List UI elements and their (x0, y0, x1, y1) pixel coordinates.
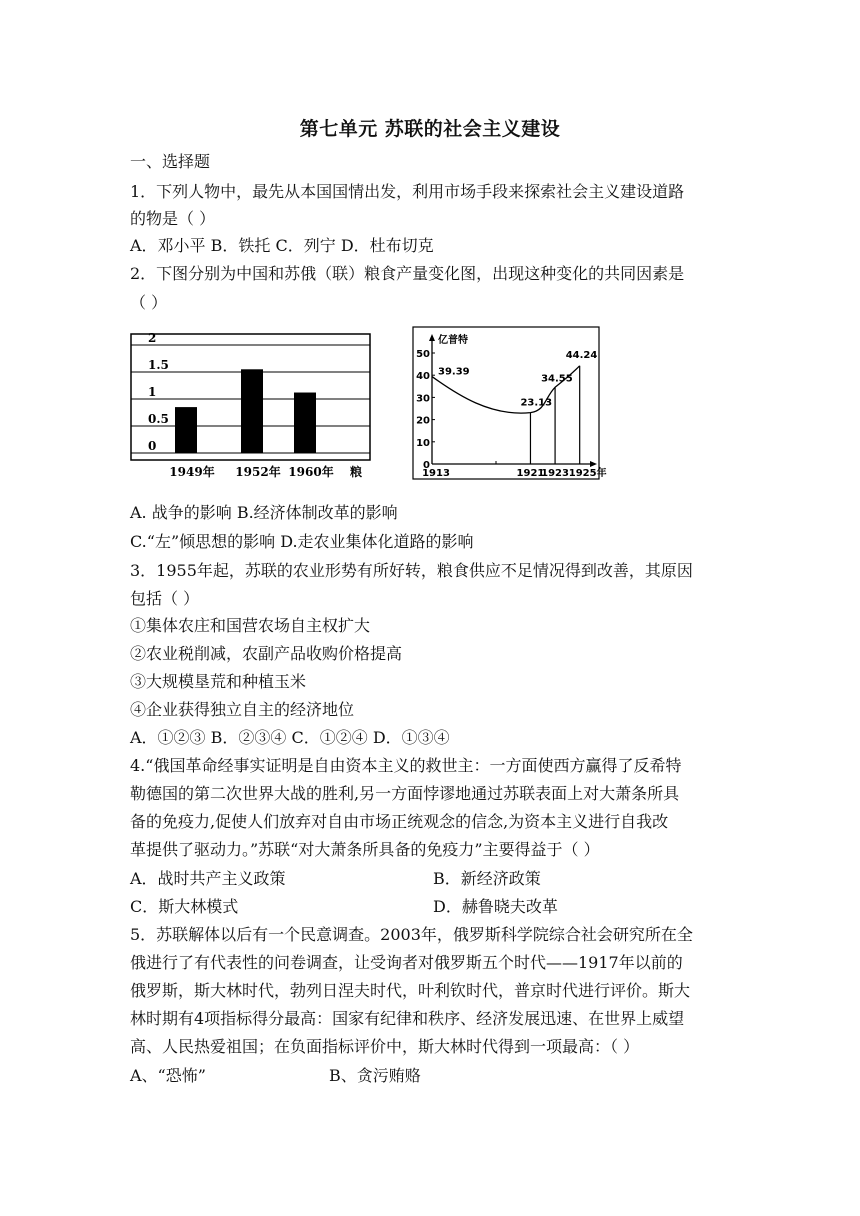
bar-chart-ytick-label: 2 (148, 331, 157, 345)
line-chart-xtick-label: 1925年 (568, 468, 607, 479)
bar-chart-ytick-label: 0.5 (148, 412, 169, 426)
line-chart-ytick-label: 30 (416, 393, 430, 405)
page-title: 第七单元 苏联的社会主义建设 (299, 118, 561, 140)
q4-stem-line-1: 4.“俄国革命经事实证明是自由资本主义的救世主：一方面使西方赢得了反希特 (130, 756, 682, 775)
line-chart-x-arrow (590, 461, 597, 467)
line-chart-xtick-label: 1921 (516, 468, 545, 479)
q5-option-a: A、“恐怖” (130, 1066, 206, 1085)
q4-stem-line-3: 备的免疫力,促使人们放弃对自由市场正统观念的信念,为资本主义进行自我改 (130, 812, 669, 831)
bar-chart-bar (241, 369, 263, 453)
q2-options-cd: C.“左”倾思想的影响 D.走农业集体化道路的影响 (130, 532, 474, 551)
bar-chart-xtick-label: 1952年 (235, 465, 281, 479)
bar-chart-ytick-label: 1.5 (148, 358, 169, 372)
q4-option-b: B．新经济政策 (433, 869, 541, 888)
bar-chart-xtick-label: 1949年 (169, 465, 215, 479)
line-chart-unit-label: 亿普特 (438, 335, 468, 346)
q5-option-b: B、贪污贿赂 (329, 1066, 421, 1085)
line-chart-data-label: 39.39 (438, 366, 470, 378)
q5-stem-line-1: 5．苏联解体以后有一个民意调查。2003年，俄罗斯科学院综合社会研究所在全 (130, 925, 693, 944)
line-chart-ytick-label: 10 (416, 437, 430, 449)
q1-stem-line-1: 1．下列人物中，最先从本国国情出发，利用市场手段来探索社会主义建设道路 (130, 182, 685, 201)
q3-item-3: ③大规模垦荒和种植玉米 (130, 672, 307, 691)
q4-stem-line-4: 革提供了驱动力。”苏联“对大萧条所具备的免疫力”主要得益于（ ） (130, 840, 600, 859)
q2-options-ab: A. 战争的影响 B.经济体制改革的影响 (130, 503, 398, 522)
line-chart-ytick-label: 50 (416, 349, 430, 360)
line-chart-data-label: 44.24 (565, 349, 598, 361)
q2-stem-line-1: 2．下图分别为中国和苏俄（联）粮食产量变化图，出现这种变化的共同因素是 (130, 264, 685, 283)
q5-stem-line-4: 林时期有4项指标得分最高：国家有纪律和秩序、经济发展迅速、在世界上威望 (130, 1009, 685, 1028)
bar-chart-xlabel: 粮 (349, 465, 363, 479)
q2-stem-line-2: （ ） (130, 293, 168, 312)
q3-item-1: ①集体农庄和国营农场自主权扩大 (130, 616, 371, 635)
line-chart-y-arrow (429, 334, 435, 341)
line-chart-data-label: 23.13 (520, 397, 553, 409)
q3-item-4: ④企业获得独立自主的经济地位 (130, 700, 355, 719)
line-chart-xtick-label: 1913 (422, 468, 450, 479)
line-chart-ytick-label: 0 (423, 460, 430, 471)
q1-options: A．邓小平 B．铁托 C．列宁 D．杜布切克 (130, 236, 434, 255)
bar-chart-bar (175, 407, 197, 453)
q3-item-2: ②农业税削减，农副产品收购价格提高 (130, 644, 403, 663)
bar-chart-ytick-label: 0 (148, 439, 157, 453)
q4-stem-line-2: 勒德国的第二次世界大战的胜利,另一方面悖谬地通过苏联表面上对大萧条所具 (130, 784, 680, 803)
bar-chart-xtick-label: 1960年 (288, 465, 334, 479)
q4-option-d: D．赫鲁晓夫改革 (433, 897, 558, 916)
q3-options: A．①②③ B．②③④ C．①②④ D．①③④ (130, 728, 450, 747)
line-chart-data-label: 34.55 (541, 373, 573, 385)
line-chart-ytick-label: 40 (416, 371, 430, 383)
q3-stem-line-1: 3．1955年起，苏联的农业形势有所好转，粮食供应不足情况得到改善，其原因 (130, 561, 693, 580)
q5-stem-line-3: 俄罗斯，斯大林时代，勃列日涅夫时代，叶利钦时代，普京时代进行评价。斯大 (130, 981, 691, 1000)
line-chart-ytick-label: 20 (416, 415, 430, 427)
q3-stem-line-2: 包括（ ） (130, 589, 200, 608)
section-heading: 一、选择题 (130, 152, 211, 171)
q1-stem-line-2: 的物是（ ） (130, 209, 216, 228)
china-grain-bar-chart (130, 330, 375, 482)
q5-stem-line-2: 俄进行了有代表性的问卷调查，让受询者对俄罗斯五个时代——1917年以前的 (130, 953, 683, 972)
soviet-grain-line-chart (412, 326, 607, 482)
bar-chart-bar (294, 393, 316, 453)
q4-option-a: A．战时共产主义政策 (130, 869, 286, 888)
q4-option-c: C．斯大林模式 (130, 897, 239, 916)
bar-chart-ytick-label: 1 (148, 385, 157, 399)
line-chart-xtick-label: 1923 (541, 468, 569, 479)
q5-stem-line-5: 高、人民热爱祖国；在负面指标评价中，斯大林时代得到一项最高：（ ） (130, 1037, 640, 1056)
